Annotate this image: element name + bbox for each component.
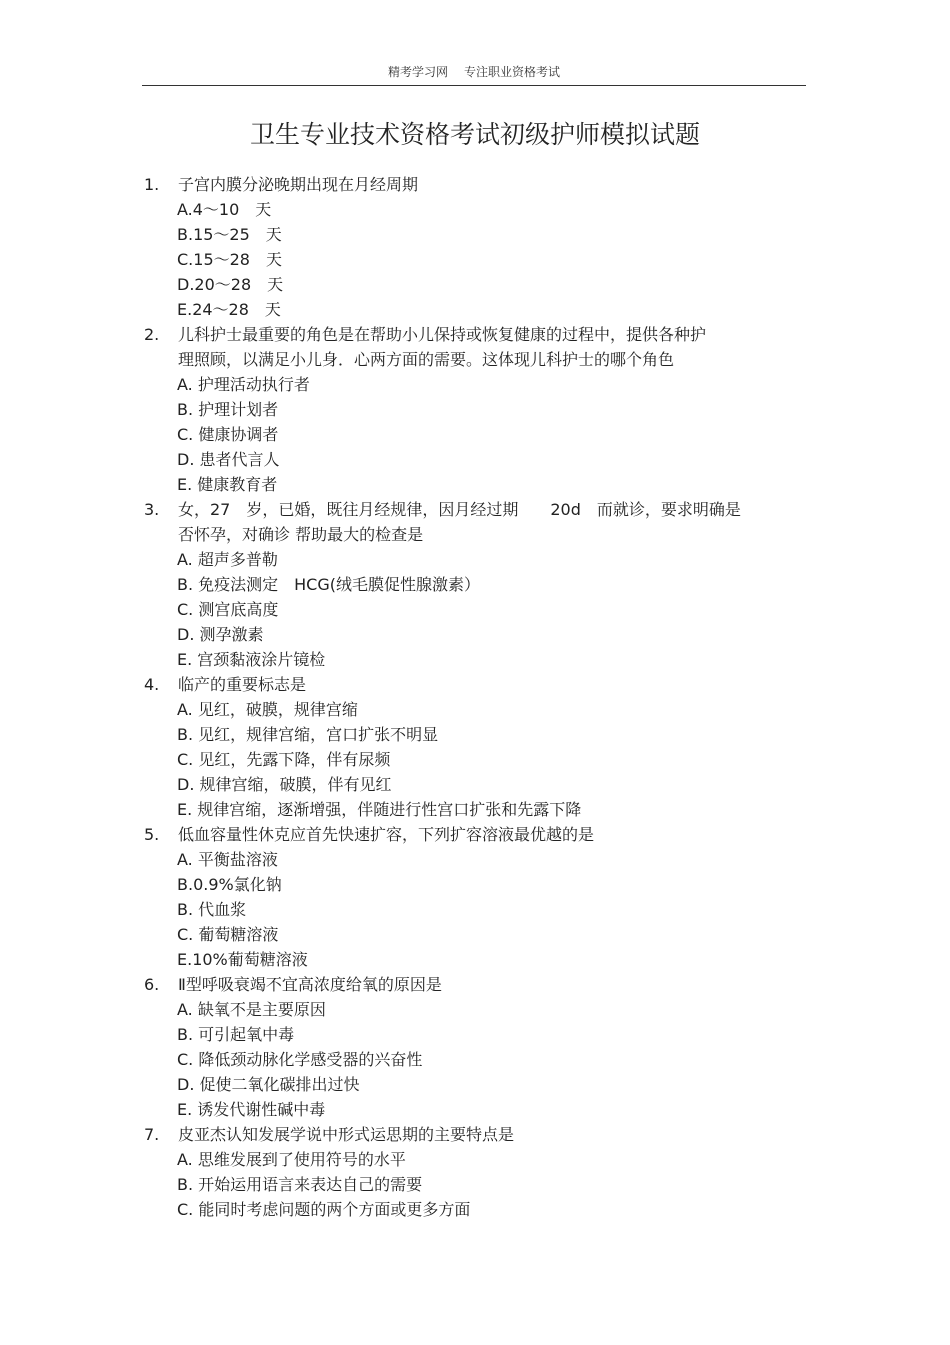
- answer-option: B. 开始运用语言来表达自己的需要: [177, 1175, 423, 1194]
- answer-option: C. 测宫底高度: [177, 600, 279, 619]
- answer-option: A. 超声多普勒: [177, 550, 278, 569]
- answer-option: D. 患者代言人: [177, 450, 280, 469]
- answer-option: E.24～28 天: [177, 300, 281, 319]
- question-text: [178, 822, 778, 847]
- question-text-line: Ⅱ型呼吸衰竭不宜高浓度给氧的原因是: [178, 975, 442, 994]
- answer-option: E.10%葡萄糖溶液: [177, 950, 308, 969]
- answer-option: B. 可引起氧中毒: [177, 1025, 295, 1044]
- question-item: [0, 972, 950, 1122]
- answer-option: A. 思维发展到了使用符号的水平: [177, 1150, 406, 1169]
- question-number: 1.: [144, 175, 160, 194]
- question-stem: [0, 497, 950, 547]
- question-text-line: 否怀孕，对确诊 帮助最大的检查是: [178, 525, 424, 544]
- question-text-line: 临产的重要标志是: [178, 675, 307, 694]
- answer-option: D. 测孕激素: [177, 625, 264, 644]
- answer-option: E. 宫颈黏液涂片镜检: [177, 650, 326, 669]
- answer-option: A. 见红，破膜，规律宫缩: [177, 700, 358, 719]
- page-header: [142, 60, 806, 86]
- question-list: [0, 172, 950, 1222]
- answer-option: C. 能同时考虑问题的两个方面或更多方面: [177, 1200, 471, 1219]
- answer-option: A. 平衡盐溶液: [177, 850, 278, 869]
- question-stem: [0, 322, 950, 372]
- answer-option: C. 葡萄糖溶液: [177, 925, 279, 944]
- answer-option: A. 护理活动执行者: [177, 375, 310, 394]
- question-item: [0, 672, 950, 822]
- answer-option: B. 护理计划者: [177, 400, 279, 419]
- answer-option: C. 降低颈动脉化学感受器的兴奋性: [177, 1050, 423, 1069]
- question-number: 2.: [144, 325, 160, 344]
- question-number: 4.: [144, 675, 160, 694]
- question-text-line: 子宫内膜分泌晚期出现在月经周期: [178, 175, 419, 194]
- question-item: [0, 172, 950, 322]
- answer-option: E. 健康教育者: [177, 475, 278, 494]
- question-text: [178, 672, 778, 697]
- question-stem: [0, 822, 950, 847]
- question-item: [0, 1122, 950, 1222]
- question-stem: [0, 672, 950, 697]
- answer-option: B. 代血浆: [177, 900, 247, 919]
- answer-option: E. 诱发代谢性碱中毒: [177, 1100, 326, 1119]
- answer-option: E. 规律宫缩，逐渐增强，伴随进行性宫口扩张和先露下降: [177, 800, 582, 819]
- question-text-line: 理照顾，以满足小儿身．心两方面的需要。这体现儿科护士的哪个角色: [178, 350, 675, 369]
- document-title: 卫生专业技术资格考试初级护师模拟试题: [249, 120, 700, 149]
- question-stem: [0, 172, 950, 197]
- question-text: [178, 172, 778, 197]
- question-number: 6.: [144, 975, 160, 994]
- question-number: 7.: [144, 1125, 160, 1144]
- question-stem: [0, 1122, 950, 1147]
- question-text-line: 皮亚杰认知发展学说中形式运思期的主要特点是: [178, 1125, 515, 1144]
- answer-option: B.15～25 天: [177, 225, 282, 244]
- question-text-line: 女，27 岁，已婚，既往月经规律，因月经过期 20d 而就诊，要求明确是: [178, 500, 741, 519]
- answer-option: B.0.9%氯化钠: [177, 875, 282, 894]
- question-text: [178, 322, 778, 372]
- header-slogan: 专注职业资格考试: [464, 65, 561, 79]
- question-text-line: 低血容量性休克应首先快速扩容，下列扩容溶液最优越的是: [178, 825, 595, 844]
- question-item: [0, 822, 950, 972]
- question-text: [178, 497, 778, 547]
- question-stem: [0, 972, 950, 997]
- answer-option: C. 健康协调者: [177, 425, 279, 444]
- question-number: 5.: [144, 825, 160, 844]
- question-number: 3.: [144, 500, 160, 519]
- answer-option: D. 促使二氧化碳排出过快: [177, 1075, 360, 1094]
- answer-option: D. 规律宫缩，破膜，伴有见红: [177, 775, 392, 794]
- question-text: [178, 1122, 778, 1147]
- question-item: [0, 322, 950, 497]
- question-text-line: 儿科护士最重要的角色是在帮助小儿保持或恢复健康的过程中，提供各种护: [178, 325, 707, 344]
- answer-option: C.15～28 天: [177, 250, 282, 269]
- answer-option: A.4～10 天: [177, 200, 272, 219]
- answer-option: A. 缺氧不是主要原因: [177, 1000, 326, 1019]
- question-text: [178, 972, 778, 997]
- answer-option: C. 见红，先露下降，伴有尿频: [177, 750, 391, 769]
- answer-option: B. 免疫法测定 HCG(绒毛膜促性腺激素）: [177, 575, 480, 594]
- answer-option: D.20～28 天: [177, 275, 284, 294]
- header-site-name: 精考学习网: [387, 65, 448, 79]
- answer-option: B. 见红，规律宫缩，宫口扩张不明显: [177, 725, 439, 744]
- question-item: [0, 497, 950, 672]
